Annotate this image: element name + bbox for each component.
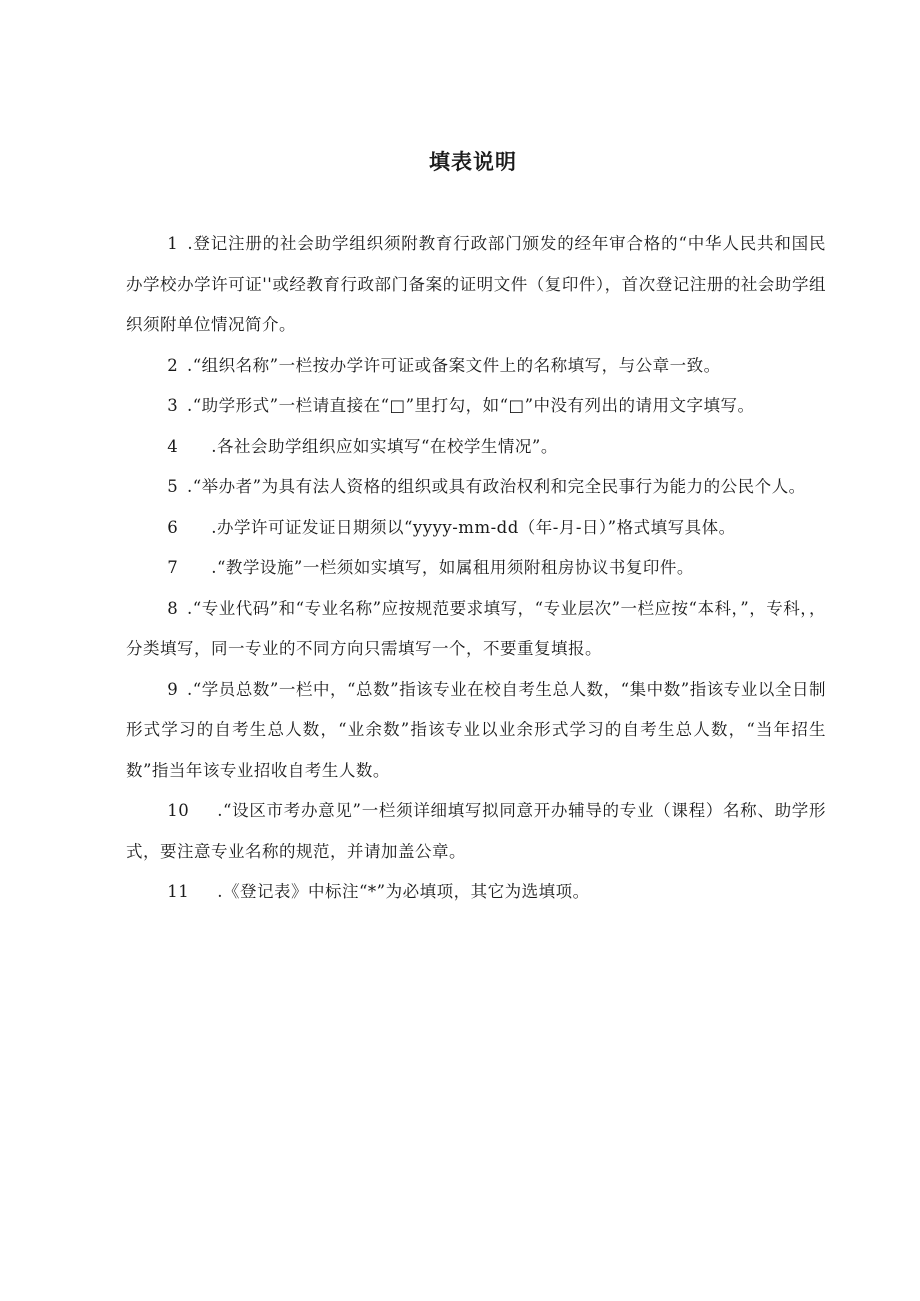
item-text: .各社会助学组织应如实填写“在校学生情况”。 [211, 436, 558, 456]
item-number: 3 [167, 396, 179, 415]
item-number: 7 [167, 558, 179, 577]
instruction-item-2 [126, 346, 826, 387]
item-text: .“助学形式”一栏请直接在“□”里打勾，如“□”中没有列出的请用文字填写。 [181, 396, 755, 415]
instructions-list [126, 224, 826, 913]
instruction-item-10 [126, 791, 826, 872]
item-number: 2 [167, 355, 179, 375]
instruction-item-4 [126, 427, 826, 468]
item-number: 11 [167, 882, 190, 901]
instruction-item-9 [126, 670, 826, 792]
instruction-item-7 [126, 548, 826, 589]
instruction-item-6 [126, 508, 826, 549]
item-text: .“教学设施”一栏须如实填写，如属租用须附租房协议书复印件。 [211, 558, 694, 577]
item-number: 10 [167, 801, 190, 820]
item-number: 6 [167, 517, 179, 537]
item-text: .登记注册的社会助学组织须附教育行政部门颁发的经年审合格的“中华人民共和国民办学校办学许可证''或经教育行政部门备案的证明文件（复印件），首次登记注册的社会助学组织须附单位情况简介。 [126, 234, 826, 334]
item-number: 9 [167, 679, 179, 699]
item-number: 1 [167, 234, 179, 253]
item-number: 4 [167, 436, 179, 456]
item-text: .“设区市考办意见”一栏须详细填写拟同意开办辅导的专业（课程）名称、助学形式，要注意专业名称的规范，并请加盖公章。 [126, 801, 826, 861]
item-text: .“组织名称”一栏按办学许可证或备案文件上的名称填写，与公章一致。 [181, 355, 721, 375]
item-text: .“专业代码”和“专业名称”应按规范要求填写，“专业层次”一栏应按“本科，”，专科，，分类填写，同一专业的不同方向只需填写一个，不要重复填报。 [126, 598, 826, 658]
instruction-item-3 [126, 386, 826, 427]
instruction-item-5 [126, 467, 826, 508]
item-text: .“举办者”为具有法人资格的组织或具有政治权利和完全民事行为能力的公民个人。 [181, 477, 806, 496]
item-text: .“学员总数”一栏中，“总数”指该专业在校自考生总人数，“集中数”指该专业以全日制形式学习的自考生总人数，“业余数”指该专业以业余形式学习的自考生总人数，“当年招生数”指当年该专业招收自考生人数。 [126, 679, 826, 780]
item-number: 8 [167, 598, 179, 618]
page-title: 填表说明 [429, 150, 517, 174]
item-text: .《登记表》中标注“*”为必填项，其它为选填项。 [217, 882, 590, 901]
instruction-item-1 [126, 224, 826, 346]
item-number: 5 [167, 477, 179, 496]
item-text: .办学许可证发证日期须以“yyyy-mm-dd（年-月-日）”格式填写具体。 [211, 517, 736, 537]
instruction-item-8 [126, 589, 826, 670]
instruction-item-11 [126, 872, 826, 913]
